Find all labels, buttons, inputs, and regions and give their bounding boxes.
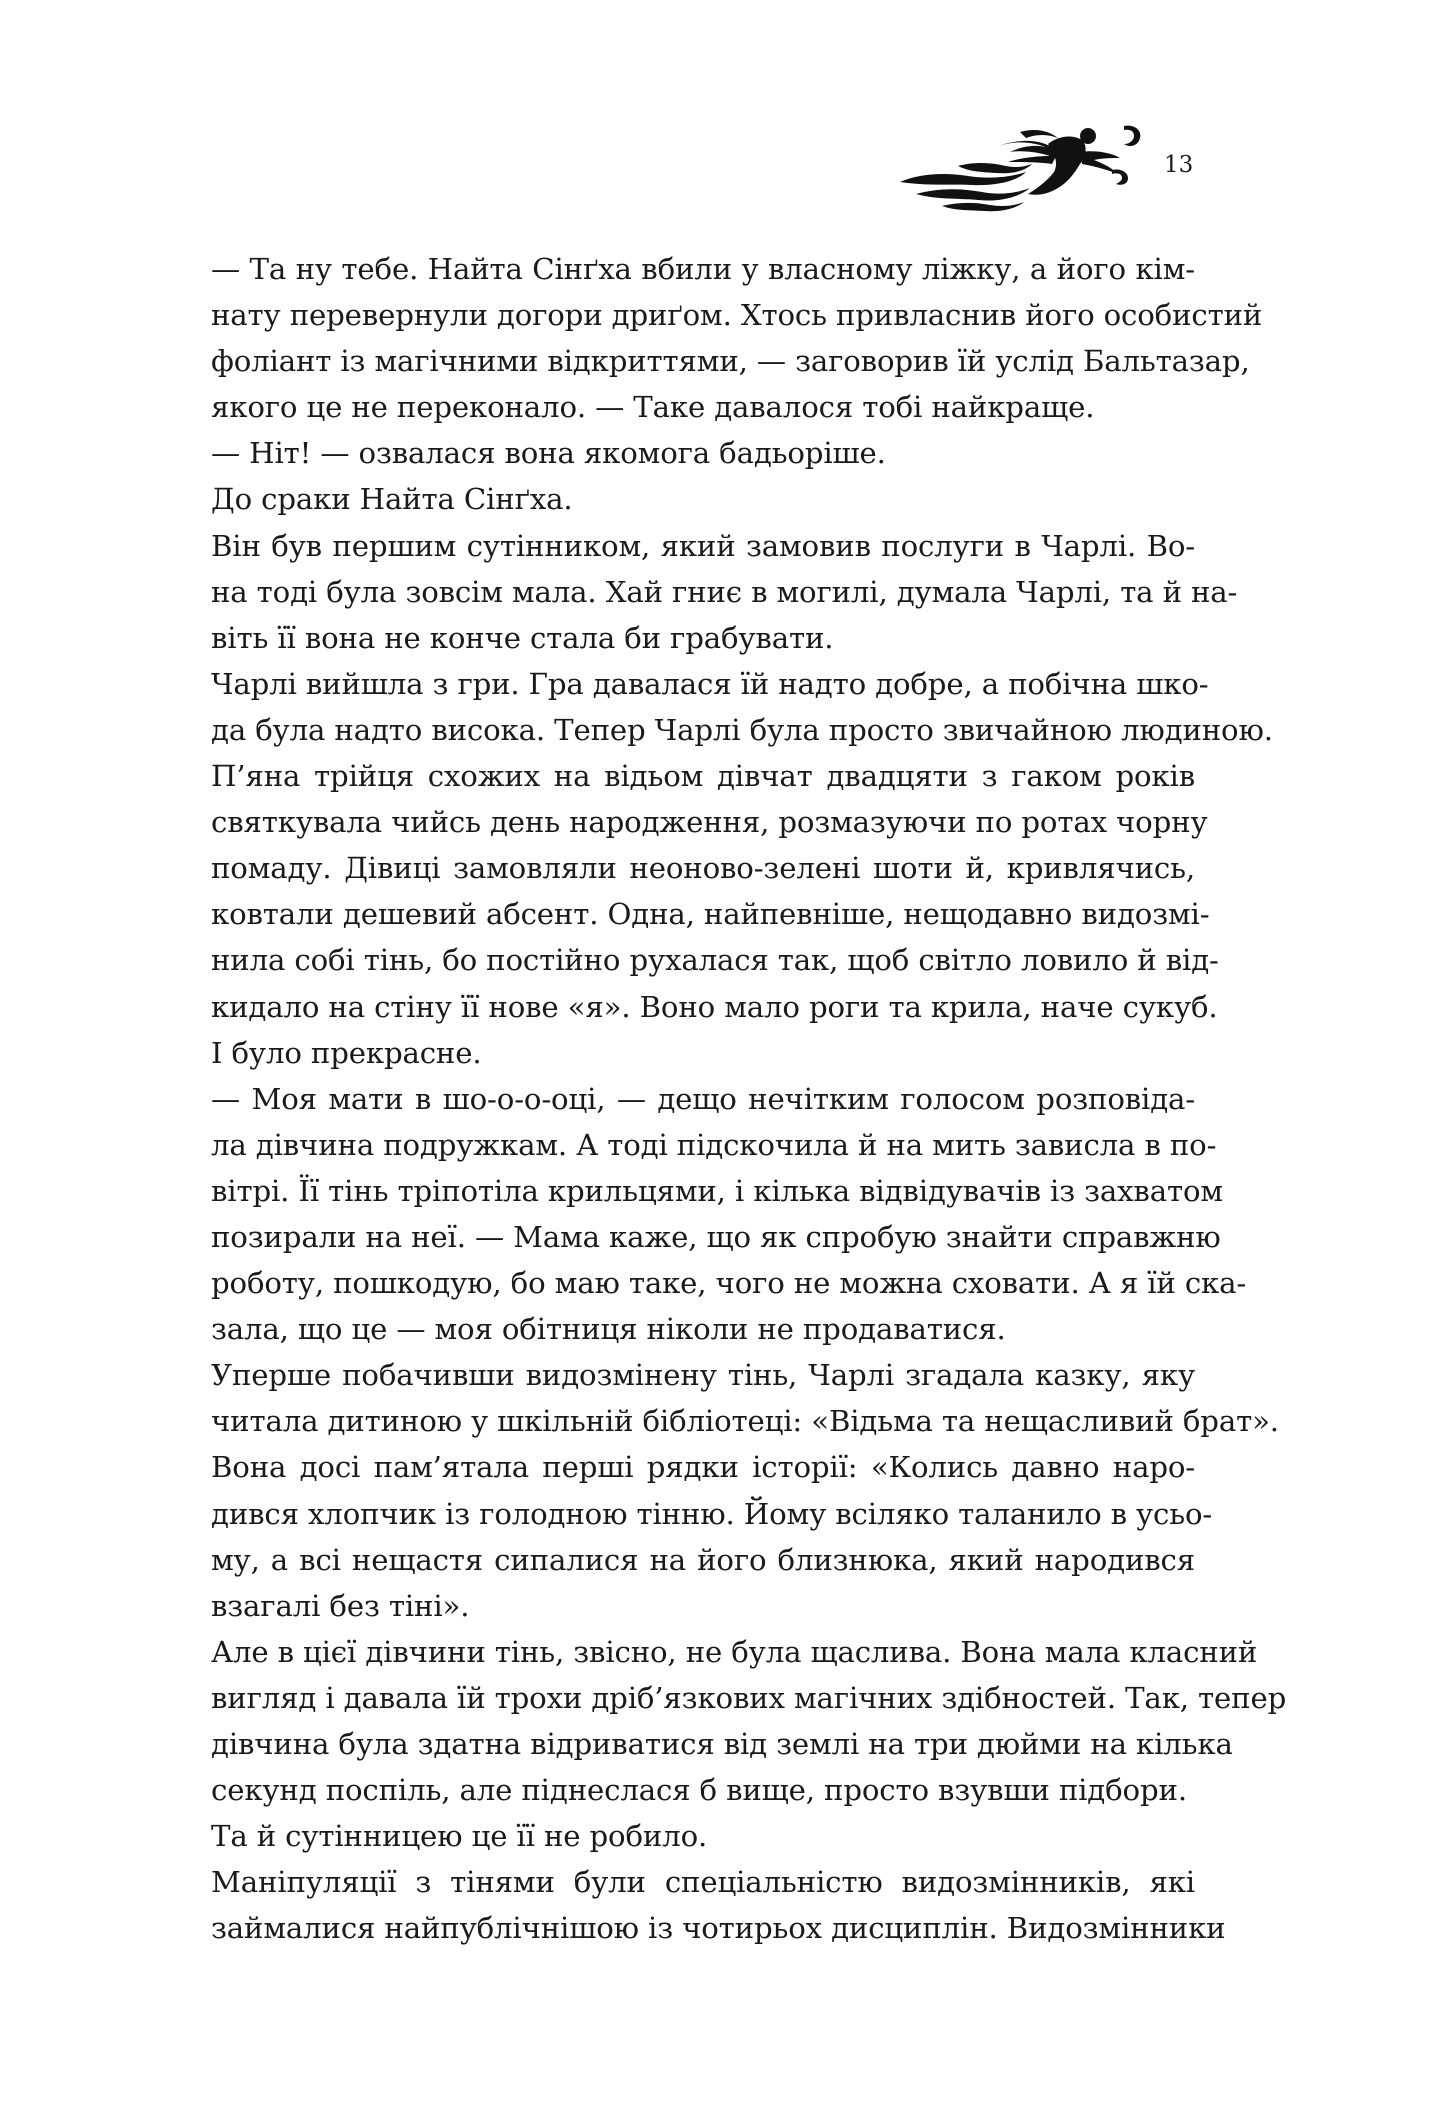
- text-line: секунд поспіль, але піднеслася б вище, просто взувши підбори.: [211, 1773, 1187, 1808]
- text-line: ла дівчина подружкам. А тоді підскочила й на мить зависла в по-: [211, 1127, 1217, 1162]
- text-line: — Та ну тебе. Найта Сінґха вбили у власному ліжку, а його кім-: [211, 252, 1195, 286]
- text-line: Уперше побачивши видозмінену тінь, Чарлі згадала казку, яку: [211, 1358, 1195, 1393]
- text-line: нила собі тінь, бо постійно рухалася так, щоб світло ловило й від-: [211, 943, 1219, 978]
- text-line: дівчина була здатна відриватися від землі на три дюйми на кілька: [211, 1727, 1233, 1761]
- text-line: вітрі. Її тінь тріпотіла крильцями, і кілька відвідувачів із захватом: [211, 1173, 1223, 1208]
- text-line: І було прекрасне.: [211, 1035, 482, 1070]
- text-line: віть її вона не конче стала би грабувати.: [211, 620, 834, 655]
- text-line: якого це не переконало. — Таке давалося тобі найкраще.: [211, 390, 1095, 425]
- text-line: Але в цієї дівчини тінь, звісно, не була щаслива. Вона мала класний: [211, 1634, 1258, 1669]
- text-line: — Ніт! — озвалася вона якомога бадьоріше.: [211, 436, 886, 471]
- text-line: Маніпуляції з тінями були спеціальністю видозмінників, які: [211, 1865, 1195, 1900]
- text-line: займалися найпублічнішою із чотирьох дисциплін. Видозмінники: [211, 1911, 1226, 1946]
- text-line: кидало на стіну її нове «я». Воно мало роги та крила, наче сукуб.: [211, 989, 1218, 1024]
- text-line: помаду. Дівиці замовляли неоново-зелені шоти й, кривлячись,: [211, 851, 1195, 886]
- text-line: вигляд і давала їй трохи дріб’язкових магічних здібностей. Так, тепер: [211, 1680, 1287, 1715]
- page-number: 13: [1164, 152, 1194, 178]
- text-line: — Моя мати в шо-о-о-оці, — дещо нечітким голосом розповіда-: [211, 1081, 1195, 1116]
- page-header: [0, 0, 1445, 230]
- text-line: на тоді була зовсім мала. Хай гниє в могилі, думала Чарлі, та й на-: [211, 574, 1238, 609]
- text-line: Чарлі вийшла з гри. Гра давалася їй надто добре, а побічна шко-: [211, 666, 1209, 701]
- text-line: ковтали дешевий абсент. Одна, найпевніше, нещодавно видозмі-: [211, 897, 1210, 932]
- text-line: роботу, пошкодую, бо маю таке, чого не можна сховати. А я їй ска-: [211, 1266, 1247, 1301]
- text-line: П’яна трійця схожих на відьом дівчат двадцяти з гаком років: [211, 759, 1195, 794]
- text-line: да була надто висока. Тепер Чарлі була просто звичайною людиною.: [211, 712, 1273, 747]
- text-line: читала дитиною у шкільній бібліотеці: «Відьма та нещасливий брат».: [211, 1404, 1279, 1439]
- text-line: му, а всі нещастя сипалися на його близнюка, який народився: [211, 1542, 1195, 1577]
- text-line: фоліант із магічними відкриттями, — заговорив їй услід Бальтазар,: [211, 344, 1250, 379]
- witch-flying-silhouette-icon: [898, 122, 1144, 214]
- text-line: святкувала чийсь день народження, розмазуючи по ротах чорну: [211, 805, 1208, 840]
- text-line: позирали на неї. — Мама каже, що як спробую знайти справжню: [211, 1219, 1221, 1254]
- text-line: Та й сутінницею це її не робило.: [211, 1819, 708, 1854]
- text-line: дився хлопчик із голодною тінню. Йому всіляко таланило в усьо-: [211, 1496, 1213, 1531]
- body-text: [211, 246, 1287, 1951]
- text-line: До сраки Найта Сінґха.: [211, 482, 573, 517]
- text-line: взагалі без тіні».: [211, 1588, 470, 1623]
- text-line: зала, що це — моя обітниця ніколи не продаватися.: [211, 1312, 1006, 1347]
- text-line: Вона досі пам’ятала перші рядки історії: «Колись давно наро-: [211, 1450, 1195, 1485]
- text-block: [211, 246, 1287, 1951]
- text-line: Він був першим сутінником, який замовив послуги в Чарлі. Во-: [211, 528, 1195, 563]
- text-line: нату перевернули догори дриґом. Хтось привласнив його особистий: [211, 298, 1263, 333]
